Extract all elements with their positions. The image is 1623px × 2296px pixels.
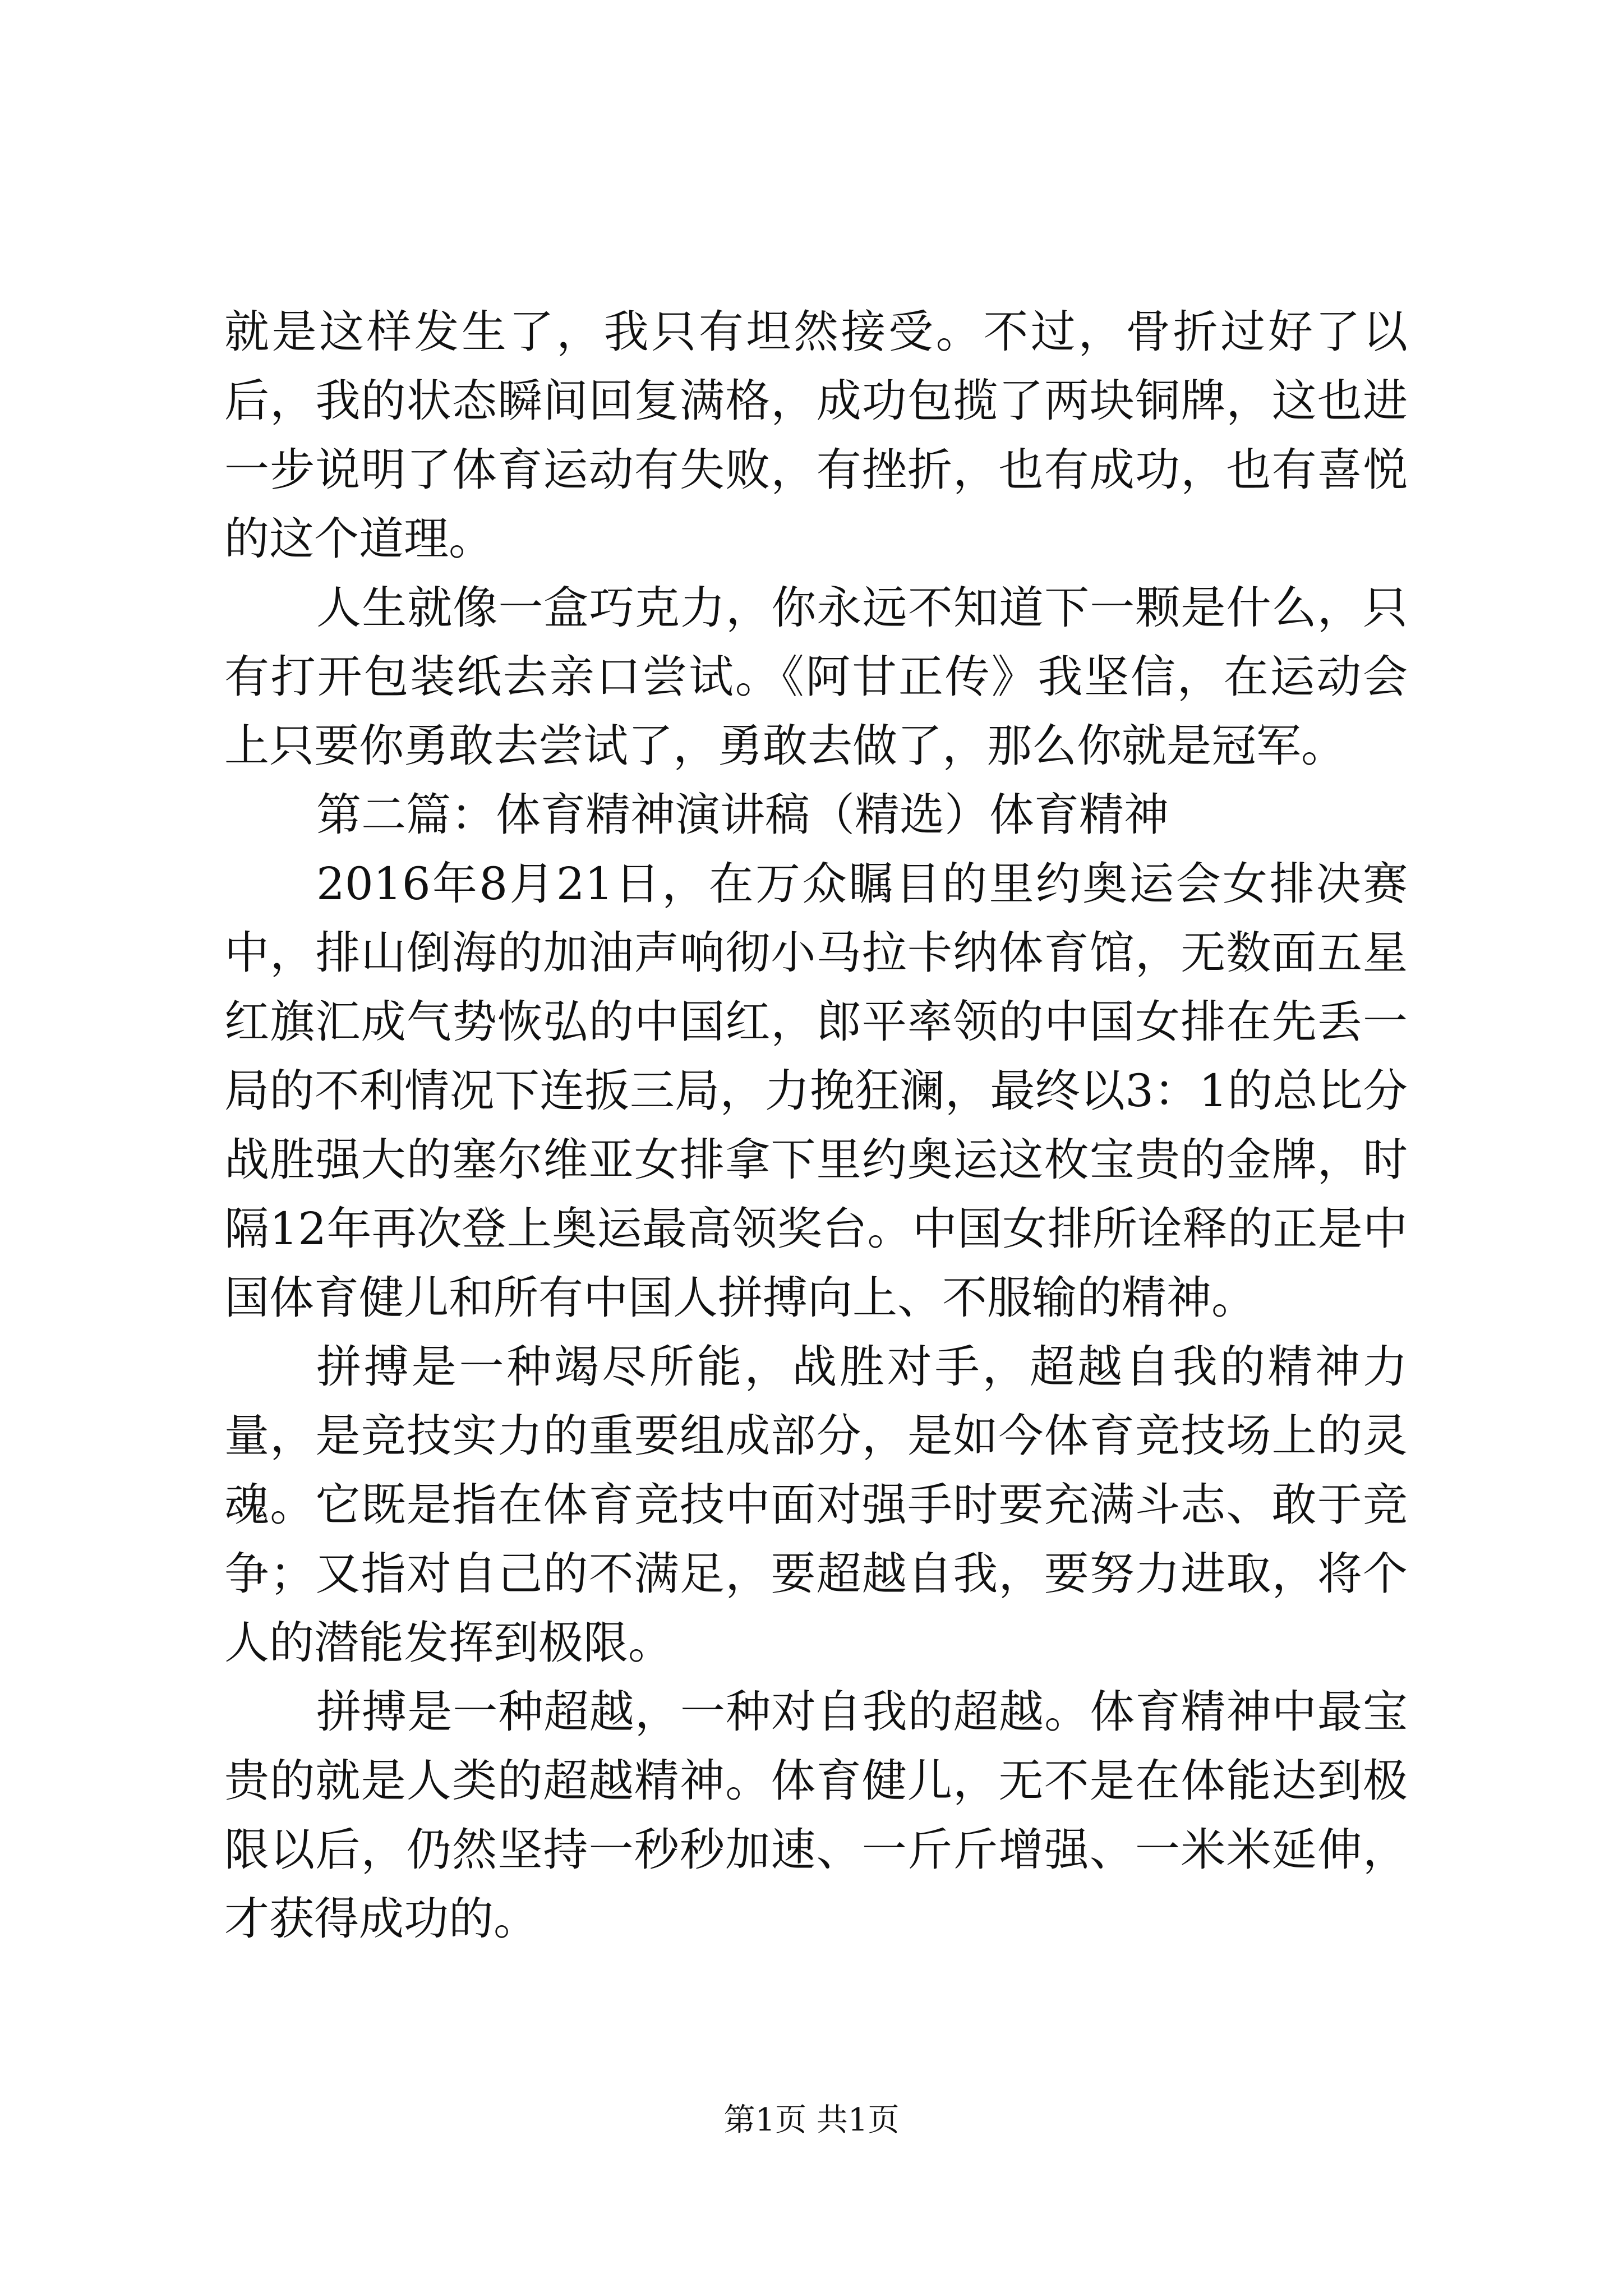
page-footer: 第1页 共1页 <box>723 2102 900 2138</box>
paragraph-transcendence: 拼搏是一种超越，一种对自我的超越。体育精神中最宝贵的就是人类的超越精神。体育健儿，无不是在体能达到极限以后，仍然坚持一秒秒加速、一斤斤增强、一米米延伸，才获得成功的。 <box>224 1686 1408 1945</box>
paragraph-volleyball: 2016年8月21日，在万众瞩目的里约奥运会女排决赛中，排山倒海的加油声响彻小马拉卡纳体育馆，无数面五星红旗汇成气势恢弘的中国红，郎平率领的中国女排在先丢一局的不利情况下连扳三局，力挽狂澜，最终以3：1的总比分战胜强大的塞尔维亚女排拿下里约奥运这枚宝贵的金牌，时隔12年再次登上奥运最高领奖台。中国女排所诠释的正是中国体育健儿和所有中国人拼搏向上、不服输的精神。 <box>224 858 1408 1324</box>
document-body <box>224 297 1408 1953</box>
paragraph-striving: 拼搏是一种竭尽所能，战胜对手，超越自我的精神力量，是竞技实力的重要组成部分，是如今体育竞技场上的灵魂。它既是指在体育竞技中面对强手时要充满斗志、敢于竞争；又指对自己的不满足，要超越自我，要努力进取，将个人的潜能发挥到极限。 <box>224 1341 1408 1669</box>
paragraph-chocolate: 人生就像一盒巧克力，你永远不知道下一颗是什么，只有打开包装纸去亲口尝试。《阿甘正传》我坚信，在运动会上只要你勇敢去尝试了，勇敢去做了，那么你就是冠军。 <box>224 582 1408 772</box>
paragraph-continuation: 就是这样发生了，我只有坦然接受。不过，骨折过好了以后，我的状态瞬间回复满格，成功包揽了两块铜牌，这也进一步说明了体育运动有失败，有挫折，也有成功，也有喜悦的这个道理。 <box>224 306 1408 565</box>
section-heading: 第二篇：体育精神演讲稿（精选）体育精神 <box>316 789 1169 841</box>
